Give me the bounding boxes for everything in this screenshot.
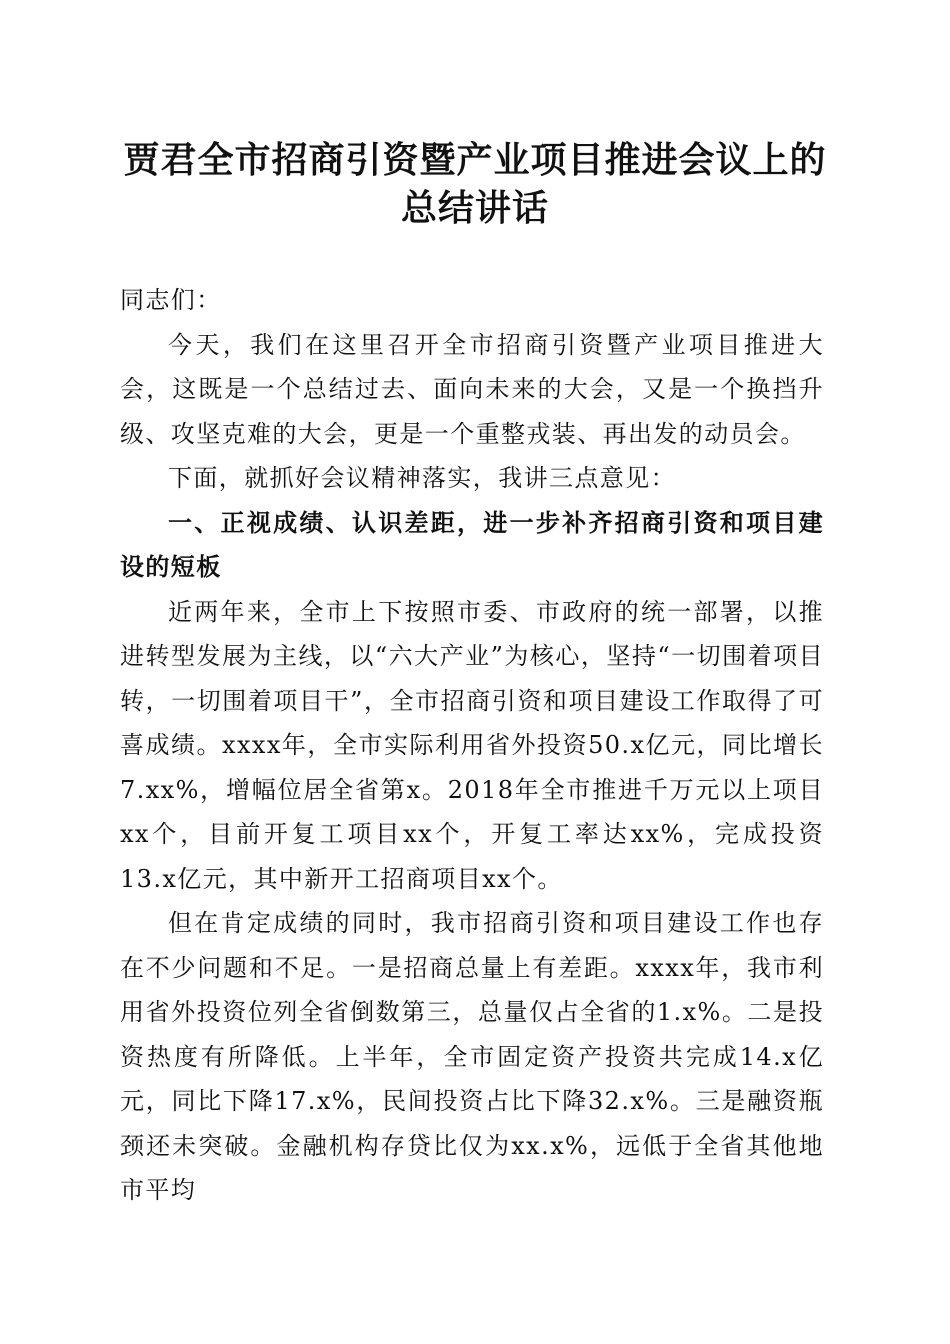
paragraph-achievements: 近两年来，全市上下按照市委、市政府的统一部署，以推进转型发展为主线，以“六大产业”为核心，坚持“一切围着项目转，一切围着项目干”，全市招商引资和项目建设工作取得了可喜成绩。xxxx年，全市实际利用省外投资50.x亿元，同比增长7.xx%，增幅位居全省第x。2018年全市推进千万元以上项目xx个，目前开复工项目xx个，开复工率达xx%，完成投资13.x亿元，其中新开工招商项目xx个。 [120,597,824,893]
document-title: 贾君全市招商引资暨产业项目推进会议上的总结讲话 [123,139,827,229]
document-body [120,278,824,1213]
paragraph-opening: 今天，我们在这里召开全市招商引资暨产业项目推进大会，这既是一个总结过去、面向未来的大会，又是一个换挡升级、攻坚克难的大会，更是一个重整戎装、再出发的动员会。 [120,330,824,448]
paragraph-problems: 但在肯定成绩的同时，我市招商引资和项目建设工作也存在不少问题和不足。一是招商总量上有差距。xxxx年，我市利用省外投资位列全省倒数第三，总量仅占全省的1.x%。二是投资热度有所降低。上半年，全市固定资产投资共完成14.x亿元，同比下降17.x%，民间投资占比下降32.x%。三是融资瓶颈还未突破。金融机构存贷比仅为xx.x%，远低于全省其他地市平均 [120,909,824,1204]
paragraph-intro: 下面，就抓好会议精神落实，我讲三点意见： [168,464,676,492]
salutation: 同志们： [120,286,222,314]
section-heading-1: 一、正视成绩、认识差距，进一步补齐招商引资和项目建设的短板 [120,507,824,581]
